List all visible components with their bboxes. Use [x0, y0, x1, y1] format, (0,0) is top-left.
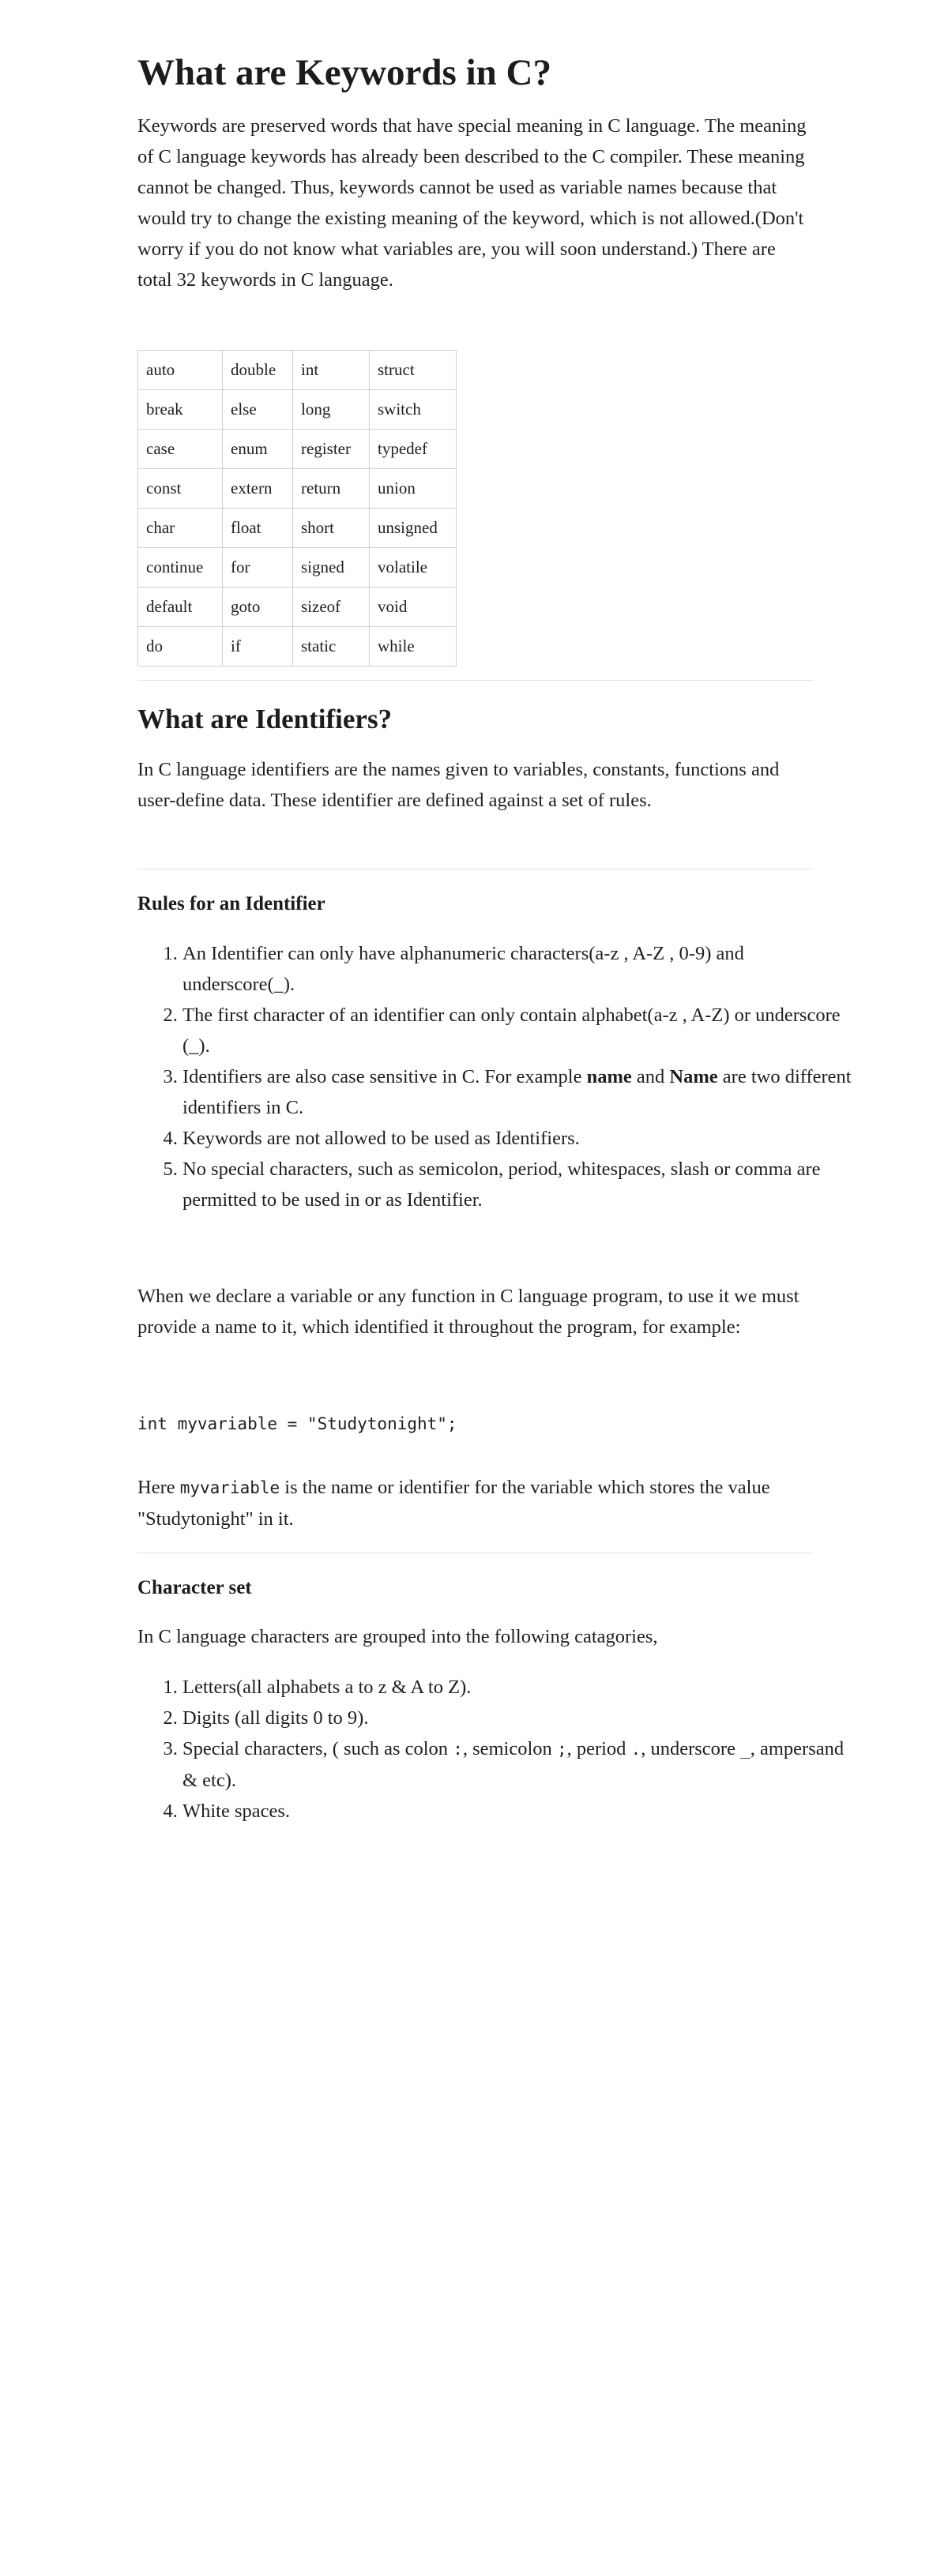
table-row [138, 627, 457, 667]
list-item: 3. Special characters, ( such as colon :, semicolon ;, period ., underscore _, ampersand & etc). [182, 1733, 858, 1796]
table-cell: sizeof [293, 588, 370, 627]
table-cell: union [370, 469, 457, 509]
list-item: 3. Identifiers are also case sensitive in C. For example name and Name are two different identifiers in C. [182, 1061, 858, 1123]
table-cell: short [293, 509, 370, 548]
table-cell: float [223, 509, 293, 548]
rules-list [137, 938, 858, 1215]
table-cell: do [138, 627, 223, 667]
table-cell: if [223, 627, 293, 667]
table-cell: enum [223, 430, 293, 469]
table-cell: auto [138, 351, 223, 390]
table-cell: switch [370, 390, 457, 430]
table-row [138, 469, 457, 509]
table-cell: extern [223, 469, 293, 509]
table-cell: struct [370, 351, 457, 390]
inline-code: myvariable [179, 1478, 280, 1497]
keywords-table [137, 350, 457, 667]
keywords-heading: What are Keywords in C? [137, 52, 551, 93]
table-row [138, 390, 457, 430]
list-item: 4. White spaces. [182, 1796, 858, 1827]
charset-list [137, 1672, 858, 1827]
table-cell: return [293, 469, 370, 509]
table-cell: default [138, 588, 223, 627]
table-row [138, 430, 457, 469]
table-cell: static [293, 627, 370, 667]
keywords-table-body [138, 351, 457, 667]
identifier-explanation: Here myvariable is the name or identifier for the variable which stores the value "Studytonight" in it. [137, 1477, 770, 1530]
charset-intro: In C language characters are grouped into the following catagories, [137, 1626, 658, 1647]
table-cell: break [138, 390, 223, 430]
charset-heading: Character set [137, 1577, 252, 1598]
identifiers-heading: What are Identifiers? [137, 704, 393, 734]
list-item: 2. Digits (all digits 0 to 9). [182, 1703, 858, 1733]
declare-text: When we declare a variable or any function in C language program, to use it we must provide a name to it, which identified it throughout the program, for example: [137, 1286, 799, 1338]
list-item: 4. Keywords are not allowed to be used as Identifiers. [182, 1123, 858, 1154]
list-item: 1. An Identifier can only have alphanumeric characters(a-z , A-Z , 0-9) and underscore(_). [182, 938, 858, 1000]
table-cell: double [223, 351, 293, 390]
table-cell: goto [223, 588, 293, 627]
table-cell: while [370, 627, 457, 667]
table-cell: char [138, 509, 223, 548]
table-cell: long [293, 390, 370, 430]
inline-code: : [453, 1740, 463, 1759]
inline-code: . [630, 1740, 641, 1759]
bold-term: name [586, 1066, 632, 1087]
table-cell: volatile [370, 548, 457, 588]
table-cell: unsigned [370, 509, 457, 548]
table-cell: continue [138, 548, 223, 588]
table-row [138, 509, 457, 548]
list-item: 1. Letters(all alphabets a to z & A to Z). [182, 1672, 858, 1703]
table-cell: signed [293, 548, 370, 588]
table-cell: case [138, 430, 223, 469]
table-cell: for [223, 548, 293, 588]
keywords-intro: Keywords are preserved words that have special meaning in C language. The meaning of C language keywords has already been described to the C compiler. These meaning cannot be changed. Thus, keywords cannot be used as variable names because that would try to change the existing meaning of the keyword, which is not allowed.(Don't worry if you do not know what variables are, you will soon understand.) There are total 32 keywords in C language. [137, 115, 807, 291]
rules-heading: Rules for an Identifier [137, 893, 325, 914]
table-row [138, 548, 457, 588]
table-row [138, 351, 457, 390]
inline-code: _ [740, 1740, 750, 1759]
bold-term: Name [669, 1066, 718, 1087]
identifiers-intro: In C language identifiers are the names given to variables, constants, functions and user-define data. These identifier are defined against a set of rules. [137, 759, 780, 811]
table-cell: const [138, 469, 223, 509]
code-example: int myvariable = "Studytonight"; [137, 1414, 457, 1433]
table-cell: void [370, 588, 457, 627]
table-cell: int [293, 351, 370, 390]
inline-code: ; [556, 1740, 567, 1759]
table-cell: typedef [370, 430, 457, 469]
divider [137, 680, 813, 681]
table-cell: register [293, 430, 370, 469]
table-row [138, 588, 457, 627]
list-item: 5. No special characters, such as semicolon, period, whitespaces, slash or comma are permitted to be used in or as Identifier. [182, 1154, 858, 1215]
list-item: 2. The first character of an identifier can only contain alphabet(a-z , A-Z) or underscore (_). [182, 1000, 858, 1061]
table-cell: else [223, 390, 293, 430]
